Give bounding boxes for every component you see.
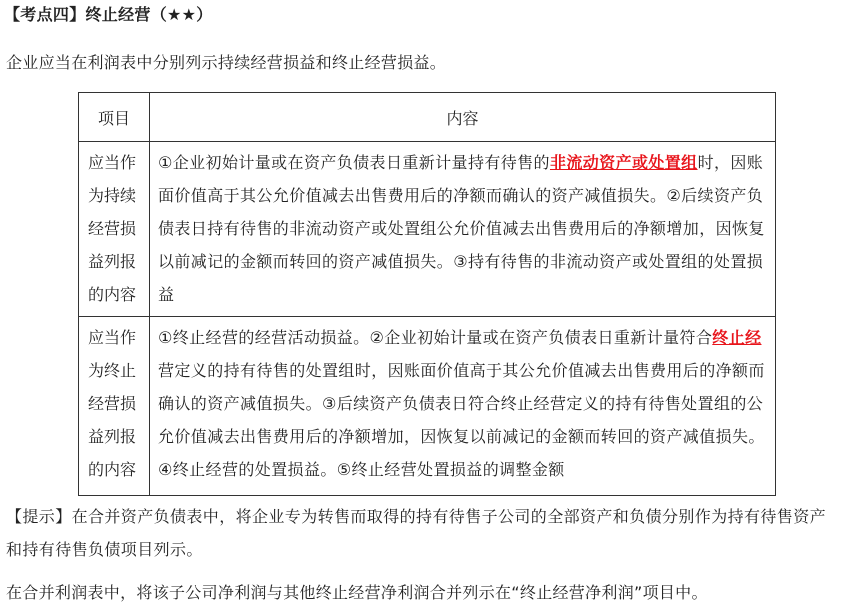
table-row: [79, 142, 776, 317]
content-table: [78, 92, 776, 496]
table-row: [79, 317, 776, 496]
row-item: 应当作为终止经营损益列报的内容: [88, 328, 137, 479]
highlight-term: 终止经: [712, 328, 762, 347]
content-text: 营定义的持有待售的处置组时，因账面价值高于其公允价值减去出售费用后的净额而确认的资产减值损失。③后续资产负债表日符合终止经营定义的持有待售处置组的公允价值减去出售费用后的净额增加，因恢复以前减记的金额而转回的资产减值损失。④终止经营的处置损益。⑤终止经营处置损益的调整金额: [158, 361, 765, 479]
row-content: [150, 317, 775, 486]
highlight-term: 非流动资产或处置组: [549, 153, 698, 172]
tip-paragraph: 【提示】在合并资产负债表中，将企业专为转售而取得的持有待售子公司的全部资产和负债分别作为持有待售资产和持有待售负债项目列示。: [6, 507, 827, 559]
section-title: 【考点四】终止经营（★★）: [4, 5, 213, 24]
intro-paragraph: 企业应当在利润表中分别列示持续经营损益和终止经营损益。: [6, 53, 447, 72]
header-item: 项目: [79, 93, 150, 142]
content-text: 时，因账面价值高于其公允价值减去出售费用后的净额而确认的资产减值损失。②后续资产负债表日持有待售的非流动资产或处置组公允价值减去出售费用后的净额增加，因恢复以前减记的金额而转回的资产减值损失。③持有待售的非流动资产或处置组的处置损益: [158, 153, 765, 304]
content-text: ①终止经营的经营活动损益。②企业初始计量或在资产负债表日重新计量符合: [158, 328, 713, 347]
closing-paragraph: 在合并利润表中，将该子公司净利润与其他终止经营净利润合并列示在“终止经营净利润”项目中。: [6, 583, 708, 602]
row-content: [150, 142, 775, 311]
row-item: 应当作为持续经营损益列报的内容: [88, 153, 137, 304]
content-text: ①企业初始计量或在资产负债表日重新计量持有待售的: [158, 153, 550, 172]
header-content: 内容: [150, 93, 776, 142]
table-header-row: [79, 93, 776, 142]
